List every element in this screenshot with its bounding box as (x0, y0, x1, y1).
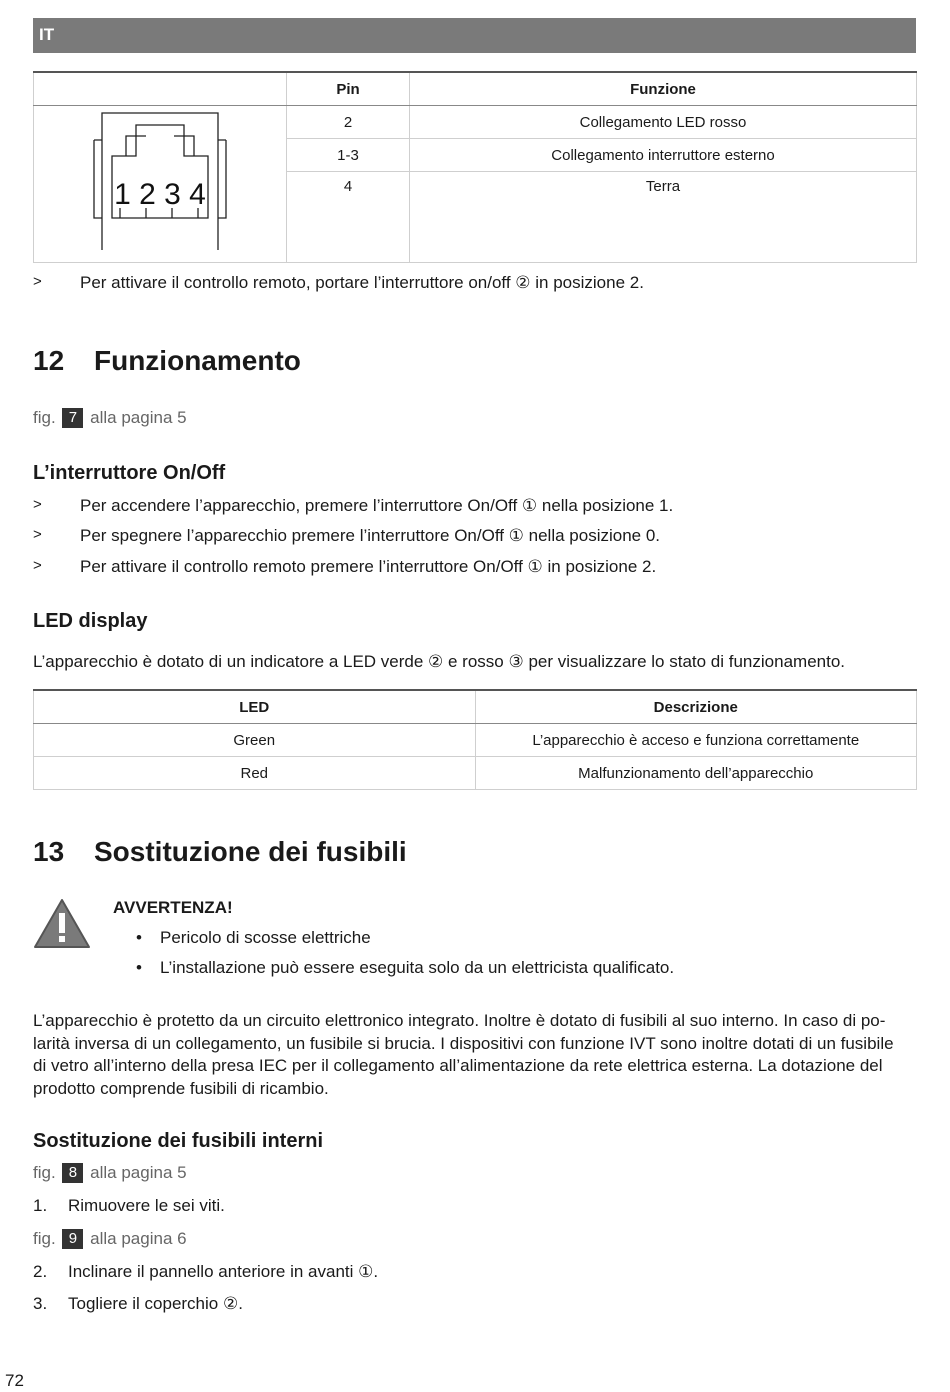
pin-cell: 2 (287, 106, 410, 139)
section-12-heading: 12 Funzionamento (33, 345, 301, 376)
function-cell: Collegamento LED rosso (410, 106, 917, 139)
pin-cell: 1-3 (287, 139, 410, 172)
figure-reference-9[interactable]: fig. 9 alla pagina 6 (33, 1229, 187, 1248)
page-number: 72 (5, 1371, 24, 1390)
language-header-bar (33, 18, 916, 53)
connector-pin-labels: 1 2 3 4 (114, 178, 206, 211)
warning-title: AVVERTENZA! (113, 898, 233, 917)
table-row (34, 106, 917, 139)
language-code: IT (39, 25, 55, 44)
bullet-dot-icon: • (136, 958, 142, 977)
led-intro-text: L’apparecchio è dotato di un indicatore a LED verde ② e rosso ③ per visualizzare lo stato di funzionamento. (33, 652, 845, 671)
step-item: 1. Rimuovere le sei viti. (33, 1196, 225, 1215)
section-13-heading: 13 Sostituzione dei fusibili (33, 836, 407, 867)
step-item: 3. Togliere il coperchio ②. (33, 1294, 243, 1313)
table-row (34, 757, 917, 790)
led-cell: Red (34, 757, 476, 790)
list-item: > Per spegnere l’apparecchio premere l’interruttore On/Off ① nella posizione 0. (33, 526, 661, 545)
onoff-switch-heading: L’interruttore On/Off (33, 462, 226, 484)
bullet-arrow-icon: > (33, 273, 42, 290)
led-cell: Green (34, 724, 476, 757)
list-item: > Per accendere l’apparecchio, premere l’interruttore On/Off ① nella posizione 1. (33, 496, 674, 515)
list-item: > Per attivare il controllo remoto premere l’interruttore On/Off ① in posizione 2. (33, 557, 657, 576)
column-header-description: Descrizione (475, 690, 917, 724)
led-display-heading: LED display (33, 610, 148, 632)
figure-number-badge: 7 (62, 408, 83, 428)
step-item: 2. Inclinare il pannello anteriore in avanti ①. (33, 1262, 379, 1281)
table-corner-cell (34, 72, 287, 106)
bullet-arrow-icon: > (33, 496, 42, 513)
figure-reference-8[interactable]: fig. 8 alla pagina 5 (33, 1163, 187, 1182)
pin-cell: 4 (287, 172, 410, 263)
figure-reference-7[interactable]: fig. 7 alla pagina 5 (33, 408, 187, 427)
description-cell: Malfunzionamento dell’apparecchio (475, 757, 917, 790)
figure-number-badge: 9 (62, 1229, 83, 1249)
description-cell: L’apparecchio è acceso e funziona correttamente (475, 724, 917, 757)
bullet-arrow-icon: > (33, 557, 42, 574)
remote-control-note: > Per attivare il controllo remoto, portare l’interruttore on/off ② in posizione 2. (33, 273, 644, 292)
function-cell: Terra (410, 172, 917, 263)
bullet-arrow-icon: > (33, 526, 42, 543)
list-item: • L’installazione può essere eseguita solo da un elettricista qualificato. (136, 957, 896, 981)
warning-triangle-icon (32, 897, 92, 951)
column-header-led: LED (34, 690, 476, 724)
bullet-dot-icon: • (136, 928, 142, 947)
rj-connector-diagram (34, 106, 286, 258)
led-status-table (33, 689, 917, 790)
function-cell: Collegamento interruttore esterno (410, 139, 917, 172)
connector-diagram-cell (34, 106, 287, 263)
column-header-function: Funzione (410, 72, 917, 106)
list-item: • Pericolo di scosse elettriche (136, 927, 896, 951)
figure-number-badge: 8 (62, 1163, 83, 1183)
pin-function-table (33, 71, 917, 263)
table-row (34, 724, 917, 757)
internal-fuses-heading: Sostituzione dei fusibili interni (33, 1130, 324, 1152)
column-header-pin: Pin (287, 72, 410, 106)
fuse-protection-paragraph: L’apparecchio è protetto da un circuito elettronico integrato. Inoltre è dotato di fusibili al suo interno. In caso di po- larità inversa di un collegamento, un fusibile si brucia. I dispositivi con funzione IVT sono inoltre dotati di un fusibile di vetro all’interno della presa IEC per il collegamento all’alimentazione da rete elettrica esterna. La dotazione del prodotto comprende fusibili di ricambio. (33, 1011, 894, 1098)
